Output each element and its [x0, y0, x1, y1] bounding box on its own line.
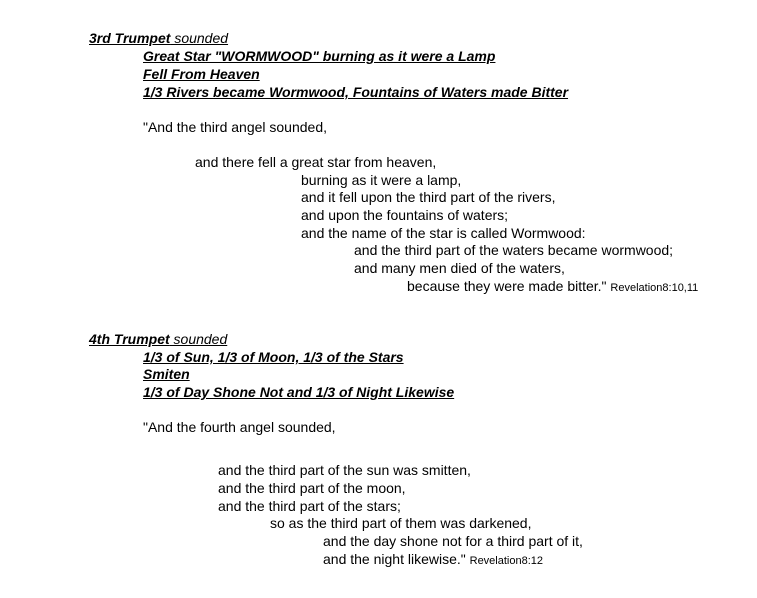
trumpet3-verse-2: burning as it were a lamp,: [301, 172, 462, 188]
trumpet4-intro: "And the fourth angel sounded,: [143, 419, 336, 435]
trumpet3-intro: "And the third angel sounded,: [143, 119, 327, 135]
trumpet4-verse-6-line: [323, 551, 543, 570]
trumpet4-subheading-1: 1/3 of Sun, 1/3 of Moon, 1/3 of the Stars: [143, 349, 404, 365]
trumpet3-heading-suffix: sounded: [170, 30, 229, 46]
trumpet4-reference: Revelation8:12: [469, 555, 544, 567]
trumpet4-verse-2: and the third part of the moon,: [218, 480, 406, 496]
trumpet4-heading-title: 4th Trumpet: [89, 331, 170, 347]
trumpet3-heading: [89, 30, 228, 47]
trumpet3-verse-8-line: [407, 278, 698, 297]
trumpet4-verse-5: and the day shone not for a third part of it,: [323, 533, 583, 549]
trumpet4-verse-3: and the third part of the stars;: [218, 498, 401, 514]
trumpet3-verse-1: and there fell a great star from heaven,: [195, 154, 437, 170]
trumpet4-heading-suffix: sounded: [169, 331, 228, 347]
trumpet3-verse-5: and the name of the star is called Wormwood:: [301, 225, 586, 241]
trumpet3-subheading-3: 1/3 Rivers became Wormwood, Fountains of Waters made Bitter: [143, 84, 569, 100]
trumpet4-verse-6: and the night likewise.": [323, 551, 466, 567]
trumpet3-verse-8: because they were made bitter.": [407, 278, 607, 294]
trumpet4-verse-1: and the third part of the sun was smitten,: [218, 462, 471, 478]
trumpet3-heading-title: 3rd Trumpet: [89, 30, 171, 46]
trumpet3-subheading-1: Great Star "WORMWOOD" burning as it were a Lamp: [143, 48, 496, 64]
trumpet4-verse-4: so as the third part of them was darkened,: [270, 515, 532, 531]
trumpet3-verse-7: and many men died of the waters,: [354, 260, 565, 276]
trumpet3-verse-3: and it fell upon the third part of the rivers,: [301, 189, 556, 205]
trumpet3-subheading-2: Fell From Heaven: [143, 66, 260, 82]
trumpet4-heading: [89, 331, 227, 348]
trumpet4-subheading-2: Smiten: [143, 366, 190, 382]
trumpet3-verse-4: and upon the fountains of waters;: [301, 207, 509, 223]
trumpet3-reference: Revelation8:10,11: [610, 282, 699, 294]
trumpet3-verse-6: and the third part of the waters became wormwood;: [354, 242, 674, 258]
trumpet4-subheading-3: 1/3 of Day Shone Not and 1/3 of Night Likewise: [143, 384, 455, 400]
